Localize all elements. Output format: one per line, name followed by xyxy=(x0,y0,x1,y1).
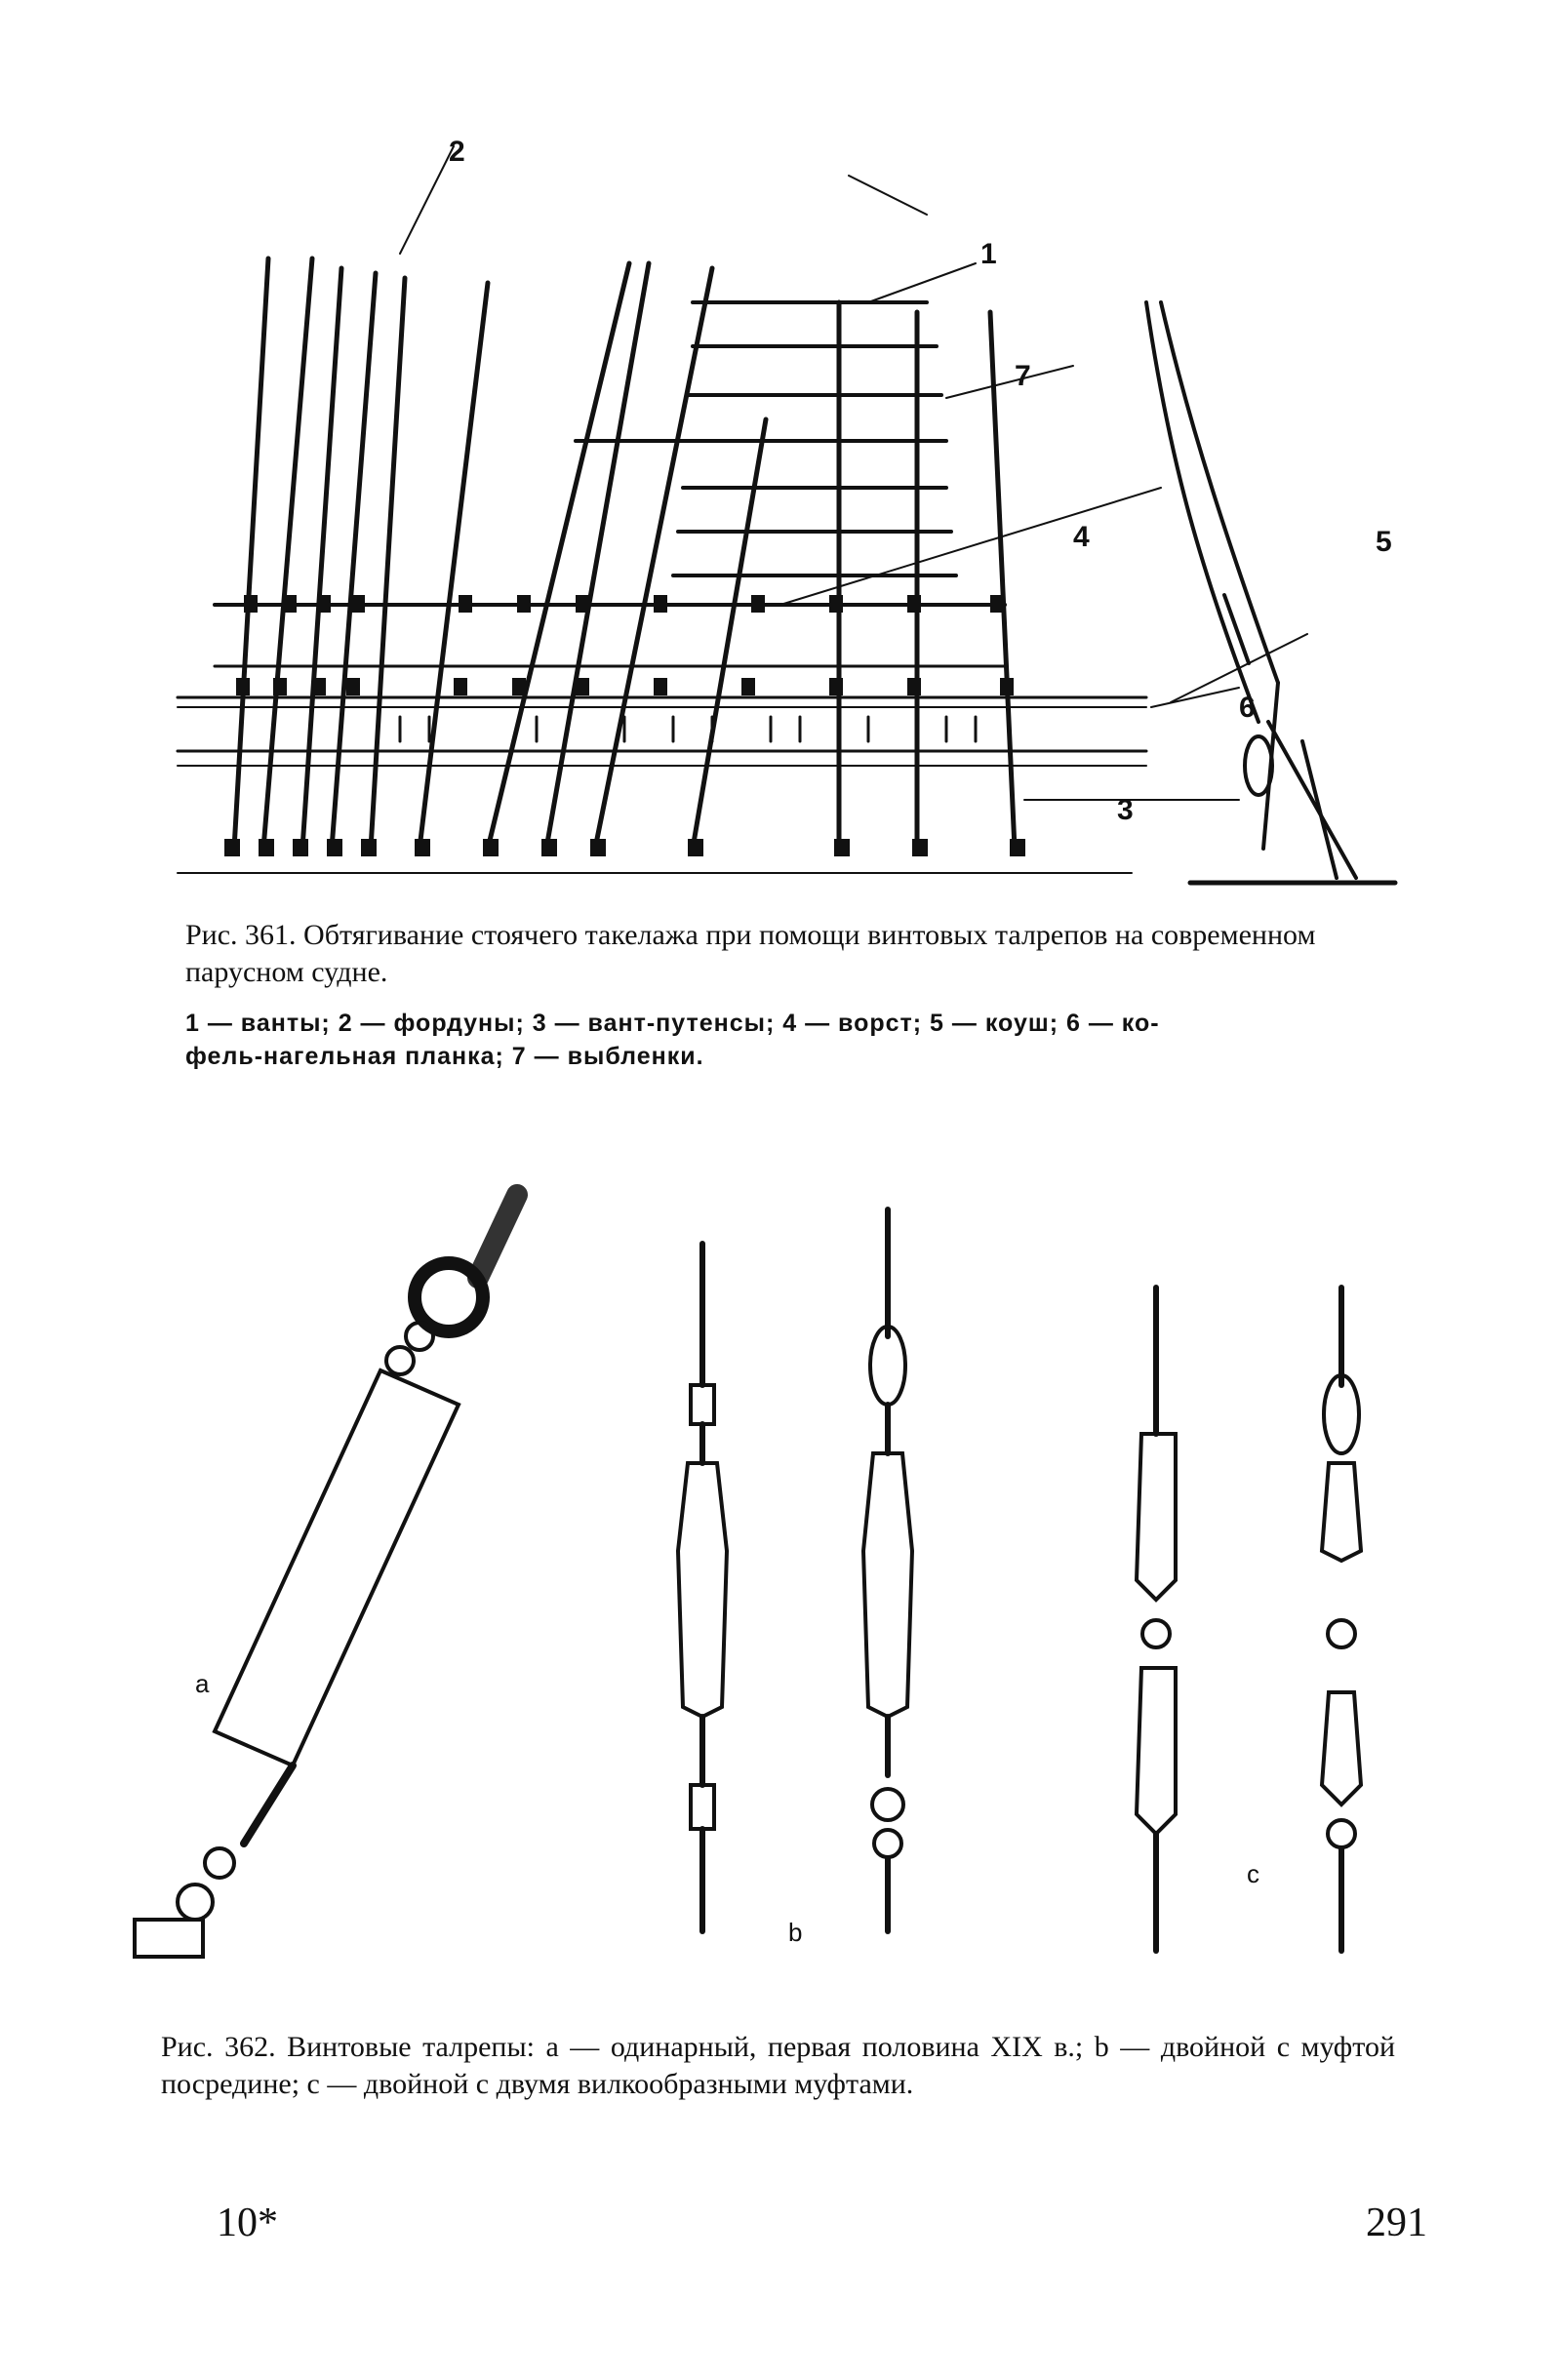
figure-362-illustration xyxy=(127,1161,1415,1961)
callout-3: 3 xyxy=(1117,794,1134,826)
callout-2: 2 xyxy=(449,136,465,168)
label-c: c xyxy=(1247,1859,1259,1888)
label-a: a xyxy=(195,1669,210,1698)
signature-mark: 10* xyxy=(217,2201,278,2245)
callout-7: 7 xyxy=(1015,360,1031,392)
callout-6: 6 xyxy=(1239,692,1256,724)
figure-362-caption-text: Рис. 362. Винтовые талрепы: а — одинарный, первая половина XIX в.; b — двойной с муфтой посредине; с — двойной с двумя вилкообразными муфтами. xyxy=(161,2031,1395,2100)
turnbuckle-c xyxy=(1137,1288,1361,1951)
figure-361-illustration xyxy=(166,136,1415,917)
callout-1: 1 xyxy=(980,238,997,270)
label-b: b xyxy=(788,1918,803,1947)
turnbuckle-b xyxy=(678,1210,912,1931)
figure-361-caption xyxy=(185,917,1385,991)
figure-361-legend-line-2: фель-нагельная планка; 7 — выбленки. xyxy=(185,1043,704,1070)
figure-362-caption xyxy=(161,2029,1395,2103)
figure-361-legend xyxy=(185,1007,1385,1073)
callout-5: 5 xyxy=(1376,526,1392,558)
figure-361-caption-text: Рис. 361. Обтягивание стоячего такелажа при помощи винтовых талрепов на современном парусном судне. xyxy=(185,919,1316,988)
turnbuckle-a xyxy=(135,1195,517,1957)
page-number: 291 xyxy=(1366,2201,1427,2245)
figure-361-legend-line-1: 1 — ванты; 2 — фордуны; 3 — вант-путенсы; 4 — ворст; 5 — коуш; 6 — ко- xyxy=(185,1010,1160,1037)
callout-4: 4 xyxy=(1073,521,1090,553)
